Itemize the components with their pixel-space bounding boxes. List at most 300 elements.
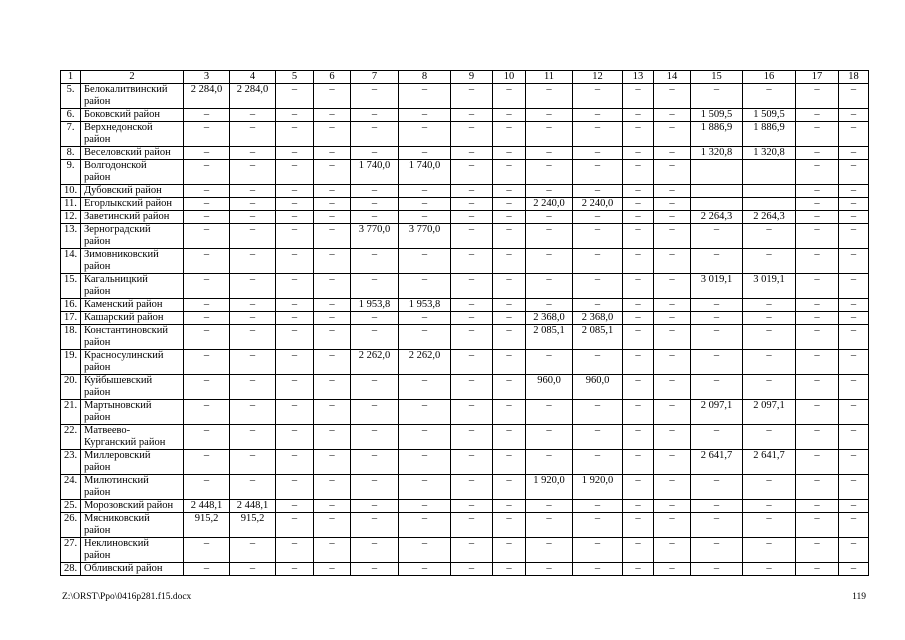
value-cell: – <box>796 513 839 538</box>
value-cell: – <box>623 84 654 109</box>
value-cell: – <box>654 375 691 400</box>
value-cell: 2 240,0 <box>526 198 573 211</box>
table-row <box>61 538 869 563</box>
value-cell: – <box>526 350 573 375</box>
district-name-cell: Милютинский район <box>81 475 184 500</box>
value-cell: – <box>451 198 493 211</box>
value-cell: – <box>573 84 623 109</box>
value-cell <box>691 198 743 211</box>
value-cell: – <box>493 211 526 224</box>
value-cell: – <box>839 249 869 274</box>
value-cell: – <box>526 211 573 224</box>
value-cell: – <box>691 84 743 109</box>
value-cell: – <box>839 147 869 160</box>
value-cell: – <box>184 109 230 122</box>
value-cell: – <box>276 325 314 350</box>
district-name-cell: Константиновский район <box>81 325 184 350</box>
value-cell: – <box>451 224 493 249</box>
value-cell: 2 240,0 <box>573 198 623 211</box>
value-cell: – <box>451 185 493 198</box>
district-name-cell: Кагальницкий район <box>81 274 184 299</box>
value-cell: – <box>184 211 230 224</box>
value-cell: – <box>654 450 691 475</box>
row-number-cell: 5. <box>61 84 81 109</box>
value-cell: – <box>691 224 743 249</box>
column-header: 18 <box>839 71 869 84</box>
value-cell: – <box>493 299 526 312</box>
value-cell: – <box>314 350 351 375</box>
value-cell: – <box>839 375 869 400</box>
table-row <box>61 147 869 160</box>
district-name-cell: Мясниковский район <box>81 513 184 538</box>
value-cell: – <box>623 400 654 425</box>
value-cell: – <box>623 122 654 147</box>
value-cell: – <box>526 425 573 450</box>
value-cell: – <box>399 475 451 500</box>
value-cell: – <box>573 122 623 147</box>
value-cell: – <box>796 198 839 211</box>
value-cell: – <box>451 84 493 109</box>
value-cell: – <box>691 475 743 500</box>
value-cell: – <box>493 185 526 198</box>
table-row <box>61 475 869 500</box>
value-cell: – <box>493 450 526 475</box>
value-cell: – <box>314 122 351 147</box>
value-cell: – <box>230 375 276 400</box>
value-cell: – <box>314 299 351 312</box>
value-cell: – <box>351 500 399 513</box>
value-cell: – <box>451 500 493 513</box>
value-cell: 1 740,0 <box>399 160 451 185</box>
value-cell: – <box>276 500 314 513</box>
value-cell: – <box>314 325 351 350</box>
value-cell: – <box>839 185 869 198</box>
column-header: 11 <box>526 71 573 84</box>
value-cell: – <box>796 274 839 299</box>
value-cell: – <box>493 350 526 375</box>
value-cell: – <box>743 350 796 375</box>
value-cell: – <box>184 312 230 325</box>
column-header: 17 <box>796 71 839 84</box>
value-cell: – <box>314 185 351 198</box>
value-cell: 1 320,8 <box>743 147 796 160</box>
value-cell: – <box>230 224 276 249</box>
row-number-cell: 22. <box>61 425 81 450</box>
value-cell: – <box>276 563 314 576</box>
value-cell: 2 264,3 <box>743 211 796 224</box>
value-cell: – <box>451 312 493 325</box>
value-cell: – <box>230 122 276 147</box>
value-cell <box>743 198 796 211</box>
value-cell: – <box>796 109 839 122</box>
value-cell: – <box>796 563 839 576</box>
value-cell: – <box>451 400 493 425</box>
column-header: 15 <box>691 71 743 84</box>
value-cell: – <box>796 375 839 400</box>
value-cell: – <box>839 475 869 500</box>
row-number-cell: 28. <box>61 563 81 576</box>
value-cell: – <box>276 185 314 198</box>
value-cell: – <box>796 211 839 224</box>
column-header: 3 <box>184 71 230 84</box>
value-cell: – <box>573 400 623 425</box>
value-cell: 1 953,8 <box>399 299 451 312</box>
district-name-cell: Неклиновский район <box>81 538 184 563</box>
value-cell: – <box>573 147 623 160</box>
value-cell: – <box>623 249 654 274</box>
value-cell: 3 019,1 <box>691 274 743 299</box>
value-cell: – <box>743 249 796 274</box>
table-row <box>61 350 869 375</box>
value-cell: – <box>314 475 351 500</box>
district-name-cell: Красносулинский район <box>81 350 184 375</box>
value-cell: – <box>839 513 869 538</box>
value-cell: – <box>691 312 743 325</box>
value-cell: – <box>623 350 654 375</box>
value-cell: – <box>451 122 493 147</box>
value-cell: – <box>796 475 839 500</box>
value-cell: – <box>493 325 526 350</box>
value-cell: – <box>526 224 573 249</box>
value-cell: 1 920,0 <box>573 475 623 500</box>
value-cell: – <box>276 425 314 450</box>
table-body <box>61 84 869 576</box>
value-cell: – <box>276 475 314 500</box>
value-cell: – <box>351 211 399 224</box>
value-cell: – <box>654 185 691 198</box>
value-cell: 1 509,5 <box>743 109 796 122</box>
row-number-cell: 10. <box>61 185 81 198</box>
value-cell: – <box>839 122 869 147</box>
value-cell: – <box>623 475 654 500</box>
value-cell: – <box>623 375 654 400</box>
value-cell: – <box>314 312 351 325</box>
column-header: 13 <box>623 71 654 84</box>
value-cell: – <box>839 84 869 109</box>
value-cell: – <box>399 563 451 576</box>
value-cell: – <box>314 224 351 249</box>
value-cell: – <box>743 563 796 576</box>
value-cell: – <box>276 299 314 312</box>
value-cell: – <box>526 122 573 147</box>
value-cell: – <box>839 274 869 299</box>
value-cell: – <box>493 563 526 576</box>
column-header: 4 <box>230 71 276 84</box>
value-cell: 2 284,0 <box>184 84 230 109</box>
column-header: 14 <box>654 71 691 84</box>
value-cell: – <box>399 274 451 299</box>
column-header: 9 <box>451 71 493 84</box>
row-number-cell: 13. <box>61 224 81 249</box>
value-cell: 2 448,1 <box>184 500 230 513</box>
district-name-cell: Белокалитвинский район <box>81 84 184 109</box>
value-cell: – <box>526 299 573 312</box>
value-cell: – <box>276 249 314 274</box>
value-cell: – <box>493 147 526 160</box>
value-cell: – <box>526 84 573 109</box>
value-cell: 3 019,1 <box>743 274 796 299</box>
value-cell: 3 770,0 <box>399 224 451 249</box>
value-cell: – <box>451 538 493 563</box>
value-cell: – <box>276 312 314 325</box>
data-table <box>60 70 869 576</box>
value-cell: – <box>399 450 451 475</box>
footer-file-path: Z:\ORST\Ppo\0416p281.f15.docx <box>62 592 192 602</box>
value-cell: – <box>493 109 526 122</box>
value-cell: 2 097,1 <box>691 400 743 425</box>
value-cell: – <box>230 450 276 475</box>
value-cell: – <box>351 84 399 109</box>
district-name-cell: Зерноградский район <box>81 224 184 249</box>
column-header: 16 <box>743 71 796 84</box>
value-cell: – <box>493 224 526 249</box>
value-cell: – <box>314 450 351 475</box>
table-row <box>61 211 869 224</box>
value-cell <box>691 185 743 198</box>
value-cell: – <box>623 160 654 185</box>
value-cell: – <box>691 563 743 576</box>
value-cell: – <box>573 211 623 224</box>
value-cell: – <box>184 147 230 160</box>
table-row <box>61 563 869 576</box>
value-cell: – <box>184 400 230 425</box>
value-cell: – <box>493 400 526 425</box>
value-cell: 2 085,1 <box>526 325 573 350</box>
value-cell: – <box>493 375 526 400</box>
value-cell: – <box>451 375 493 400</box>
value-cell: – <box>654 400 691 425</box>
value-cell: – <box>839 325 869 350</box>
value-cell: – <box>314 147 351 160</box>
value-cell: – <box>623 500 654 513</box>
value-cell: – <box>654 350 691 375</box>
value-cell: – <box>526 274 573 299</box>
value-cell: – <box>314 538 351 563</box>
value-cell: – <box>526 109 573 122</box>
value-cell: – <box>573 249 623 274</box>
value-cell: – <box>351 249 399 274</box>
value-cell: 2 641,7 <box>743 450 796 475</box>
value-cell: – <box>493 513 526 538</box>
value-cell: – <box>230 185 276 198</box>
value-cell: – <box>351 450 399 475</box>
value-cell: – <box>796 147 839 160</box>
row-number-cell: 24. <box>61 475 81 500</box>
value-cell: – <box>451 450 493 475</box>
value-cell: – <box>526 538 573 563</box>
value-cell: – <box>184 249 230 274</box>
value-cell: – <box>573 350 623 375</box>
value-cell: – <box>184 425 230 450</box>
value-cell <box>691 160 743 185</box>
value-cell: – <box>276 147 314 160</box>
value-cell: – <box>184 538 230 563</box>
value-cell: – <box>184 325 230 350</box>
value-cell: – <box>573 513 623 538</box>
value-cell: – <box>351 185 399 198</box>
value-cell: – <box>839 312 869 325</box>
value-cell: – <box>451 160 493 185</box>
district-name-cell: Матвеево- Курганский район <box>81 425 184 450</box>
table-row <box>61 198 869 211</box>
value-cell: – <box>796 350 839 375</box>
value-cell: – <box>573 538 623 563</box>
value-cell: – <box>314 160 351 185</box>
value-cell: – <box>451 109 493 122</box>
district-name-cell: Куйбышевский район <box>81 375 184 400</box>
value-cell: – <box>276 84 314 109</box>
value-cell: – <box>839 563 869 576</box>
value-cell: – <box>839 224 869 249</box>
value-cell: – <box>276 211 314 224</box>
table-row <box>61 224 869 249</box>
table-row <box>61 375 869 400</box>
value-cell: – <box>451 249 493 274</box>
district-name-cell: Боковский район <box>81 109 184 122</box>
value-cell: – <box>654 513 691 538</box>
value-cell: – <box>623 325 654 350</box>
value-cell: – <box>573 274 623 299</box>
value-cell: – <box>839 211 869 224</box>
value-cell: – <box>493 122 526 147</box>
value-cell: – <box>623 109 654 122</box>
value-cell: – <box>654 198 691 211</box>
value-cell: – <box>526 249 573 274</box>
value-cell: – <box>230 325 276 350</box>
value-cell: – <box>399 425 451 450</box>
value-cell: – <box>654 325 691 350</box>
table-row <box>61 249 869 274</box>
table-row <box>61 299 869 312</box>
value-cell: – <box>314 375 351 400</box>
value-cell: – <box>623 450 654 475</box>
table-row <box>61 425 869 450</box>
value-cell: 1 740,0 <box>351 160 399 185</box>
value-cell: – <box>654 500 691 513</box>
value-cell: – <box>654 475 691 500</box>
value-cell: – <box>230 274 276 299</box>
value-cell: – <box>276 400 314 425</box>
value-cell: – <box>839 160 869 185</box>
value-cell: – <box>276 274 314 299</box>
value-cell: – <box>493 425 526 450</box>
value-cell: – <box>743 312 796 325</box>
value-cell: – <box>691 249 743 274</box>
value-cell: 2 097,1 <box>743 400 796 425</box>
column-header: 5 <box>276 71 314 84</box>
value-cell: 1 920,0 <box>526 475 573 500</box>
value-cell: – <box>654 274 691 299</box>
value-cell: – <box>573 563 623 576</box>
column-header: 10 <box>493 71 526 84</box>
row-number-cell: 8. <box>61 147 81 160</box>
value-cell: – <box>493 249 526 274</box>
value-cell: – <box>399 211 451 224</box>
value-cell: – <box>276 450 314 475</box>
value-cell: – <box>573 500 623 513</box>
row-number-cell: 7. <box>61 122 81 147</box>
value-cell: – <box>230 350 276 375</box>
district-name-cell: Обливский район <box>81 563 184 576</box>
value-cell: 915,2 <box>230 513 276 538</box>
value-cell: 2 368,0 <box>573 312 623 325</box>
value-cell: – <box>654 312 691 325</box>
value-cell: – <box>351 375 399 400</box>
value-cell: – <box>230 160 276 185</box>
value-cell: – <box>493 160 526 185</box>
value-cell: – <box>623 425 654 450</box>
value-cell: – <box>839 299 869 312</box>
value-cell: 1 953,8 <box>351 299 399 312</box>
value-cell: – <box>493 274 526 299</box>
value-cell: – <box>276 350 314 375</box>
value-cell: – <box>691 500 743 513</box>
value-cell: – <box>399 325 451 350</box>
value-cell: – <box>184 274 230 299</box>
value-cell: – <box>230 312 276 325</box>
value-cell: – <box>399 538 451 563</box>
table-row <box>61 84 869 109</box>
value-cell: – <box>743 425 796 450</box>
value-cell: – <box>399 109 451 122</box>
page-number: 119 <box>852 592 866 602</box>
table-header-row <box>61 71 869 84</box>
value-cell: – <box>276 513 314 538</box>
value-cell: – <box>230 299 276 312</box>
value-cell: – <box>399 312 451 325</box>
value-cell: – <box>276 198 314 211</box>
value-cell: – <box>451 211 493 224</box>
value-cell: – <box>314 563 351 576</box>
value-cell: – <box>184 224 230 249</box>
value-cell: – <box>796 425 839 450</box>
row-number-cell: 16. <box>61 299 81 312</box>
value-cell: – <box>184 198 230 211</box>
value-cell: – <box>839 350 869 375</box>
value-cell: – <box>654 249 691 274</box>
value-cell: – <box>573 160 623 185</box>
value-cell: – <box>184 122 230 147</box>
value-cell: – <box>351 538 399 563</box>
value-cell: – <box>351 122 399 147</box>
value-cell: – <box>230 400 276 425</box>
value-cell: – <box>743 325 796 350</box>
value-cell: – <box>796 122 839 147</box>
value-cell: – <box>691 425 743 450</box>
value-cell: – <box>573 425 623 450</box>
value-cell: – <box>623 299 654 312</box>
value-cell: – <box>493 84 526 109</box>
table-row <box>61 450 869 475</box>
value-cell: – <box>230 198 276 211</box>
value-cell: – <box>399 147 451 160</box>
value-cell <box>743 185 796 198</box>
value-cell: – <box>623 147 654 160</box>
column-header: 2 <box>81 71 184 84</box>
column-header: 12 <box>573 71 623 84</box>
value-cell: 2 262,0 <box>399 350 451 375</box>
row-number-cell: 26. <box>61 513 81 538</box>
value-cell: – <box>351 513 399 538</box>
value-cell: – <box>399 84 451 109</box>
value-cell: 1 509,5 <box>691 109 743 122</box>
value-cell: – <box>839 538 869 563</box>
value-cell: – <box>654 147 691 160</box>
value-cell: 960,0 <box>573 375 623 400</box>
value-cell: – <box>451 425 493 450</box>
value-cell: – <box>526 563 573 576</box>
value-cell: – <box>451 147 493 160</box>
